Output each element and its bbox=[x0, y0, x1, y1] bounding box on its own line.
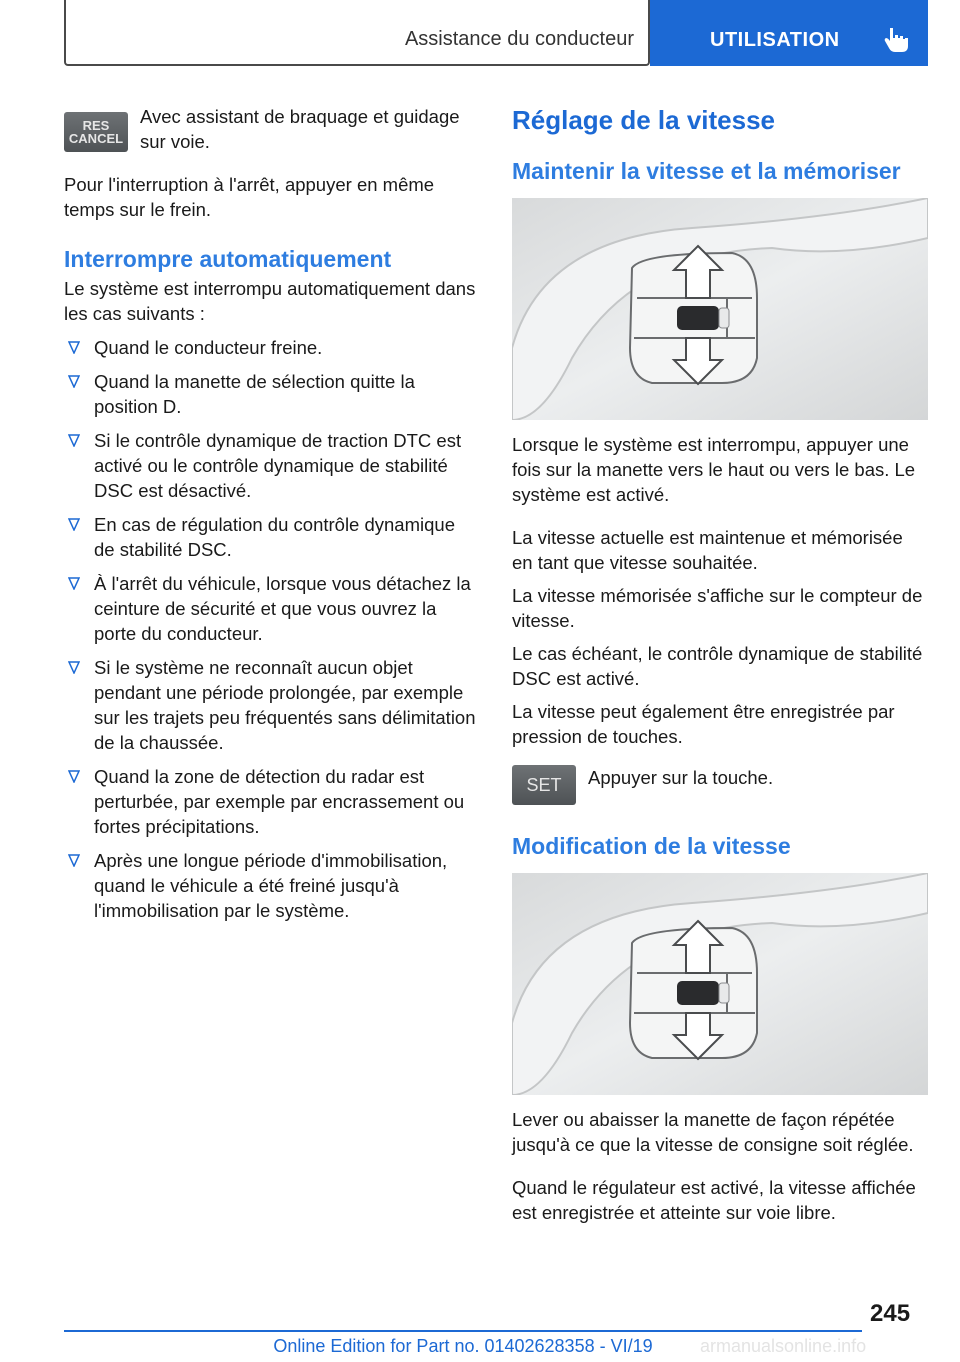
set-key-icon bbox=[512, 765, 576, 805]
triangle-bullet-icon bbox=[68, 375, 80, 388]
triangle-bullet-icon bbox=[68, 661, 80, 674]
list-item-text: Quand la manette de sélection quitte la position D. bbox=[94, 371, 415, 417]
heading-maintain-speed: Maintenir la vitesse et la mémoriser bbox=[512, 158, 901, 184]
section-title: Assistance du conducteur bbox=[404, 28, 634, 50]
res-cancel-text: Avec assistant de braquage et guidage sur voie. bbox=[140, 106, 460, 152]
edition-text: Online Edition for Part no. 01402628358 - VI/19 bbox=[273, 1336, 653, 1356]
right-column bbox=[512, 100, 928, 1225]
repeat-lever-paragraph: Lever ou abaisser la manette de façon répétée jusqu'à ce que la vitesse de consigne soit réglée. bbox=[512, 1109, 914, 1155]
triangle-bullet-icon bbox=[68, 770, 80, 783]
steering-wheel-illustration-2 bbox=[512, 873, 928, 1095]
list-item bbox=[64, 369, 480, 419]
list-item bbox=[64, 428, 480, 503]
auto-interrupt-paragraph: Le système est interrompu automatiquement dans les cas suivants : bbox=[64, 278, 476, 324]
heading-speed-setting: Réglage de la vitesse bbox=[512, 105, 776, 135]
res-cancel-key-icon bbox=[64, 112, 128, 152]
steering-wheel-controls-image bbox=[512, 198, 928, 420]
list-item-text: Après une longue période d'immobilisation, quand le véhicule a été freiné jusqu'à l'immobilisation par le système. bbox=[94, 850, 448, 921]
left-column bbox=[64, 100, 480, 923]
page-header bbox=[64, 0, 928, 66]
auto-interrupt-list bbox=[64, 335, 480, 923]
hand-pointer-icon bbox=[882, 24, 912, 54]
list-item-text: En cas de régulation du contrôle dynamique de stabilité DSC. bbox=[94, 514, 455, 560]
header-chapter-tab[interactable] bbox=[650, 0, 928, 66]
list-item bbox=[64, 335, 480, 360]
res-key-line1: RES bbox=[82, 118, 110, 133]
list-item-text: Quand le conducteur freine. bbox=[94, 337, 323, 358]
triangle-bullet-icon bbox=[68, 854, 80, 867]
res-key-line2: CANCEL bbox=[68, 131, 124, 146]
set-key-row bbox=[512, 757, 928, 805]
set-key-label: SET bbox=[526, 774, 562, 795]
list-item-text: Quand la zone de détection du radar est perturbée, par exemple par encrassement ou fortes précipitations. bbox=[94, 766, 465, 837]
list-item bbox=[64, 512, 480, 562]
key-press-paragraph: La vitesse peut également être enregistrée par pression de touches. bbox=[512, 701, 895, 747]
current-speed-paragraph: La vitesse actuelle est maintenue et mémorisée en tant que vitesse souhaitée. bbox=[512, 527, 903, 573]
activate-paragraph: Lorsque le système est interrompu, appuyer une fois sur la manette vers le haut ou vers le bas. Le système est activé. bbox=[512, 434, 916, 505]
watermark: armanualsonline.info bbox=[700, 1336, 867, 1356]
list-item bbox=[64, 655, 480, 755]
res-cancel-row bbox=[64, 104, 480, 154]
footer-divider bbox=[64, 1330, 862, 1332]
interrupt-paragraph: Pour l'interruption à l'arrêt, appuyer en même temps sur le frein. bbox=[64, 174, 435, 220]
list-item-text: Si le système ne reconnaît aucun objet pendant une période prolongée, par exemple sur les trajets peu fréquentés sans délimitation de la chaussée. bbox=[94, 657, 476, 753]
triangle-bullet-icon bbox=[68, 434, 80, 447]
list-item bbox=[64, 764, 480, 839]
list-item-text: À l'arrêt du véhicule, lorsque vous détachez la ceinture de sécurité et que vous ouvrez la porte du conducteur. bbox=[94, 573, 471, 644]
triangle-bullet-icon bbox=[68, 518, 80, 531]
chapter-title: UTILISATION bbox=[710, 29, 840, 51]
memorized-speed-paragraph: La vitesse mémorisée s'affiche sur le compteur de vitesse. bbox=[512, 585, 923, 631]
dsc-paragraph: Le cas échéant, le contrôle dynamique de stabilité DSC est activé. bbox=[512, 643, 923, 689]
header-section-box bbox=[64, 0, 650, 66]
heading-auto-interrupt: Interrompre automatiquement bbox=[64, 246, 392, 272]
list-item bbox=[64, 571, 480, 646]
regulator-active-paragraph: Quand le régulateur est activé, la vitesse affichée est enregistrée et atteinte sur voie libre. bbox=[512, 1177, 916, 1223]
steering-wheel-controls-image-2 bbox=[512, 873, 928, 1095]
page-number: 245 bbox=[870, 1300, 911, 1327]
set-key-text: Appuyer sur la touche. bbox=[588, 767, 774, 788]
steering-wheel-illustration bbox=[512, 198, 928, 420]
triangle-bullet-icon bbox=[68, 577, 80, 590]
list-item bbox=[64, 848, 480, 923]
triangle-bullet-icon bbox=[68, 341, 80, 354]
list-item-text: Si le contrôle dynamique de traction DTC est activé ou le contrôle dynamique de stabilité DSC est désactivé. bbox=[94, 430, 462, 501]
heading-modify-speed: Modification de la vitesse bbox=[512, 833, 791, 859]
